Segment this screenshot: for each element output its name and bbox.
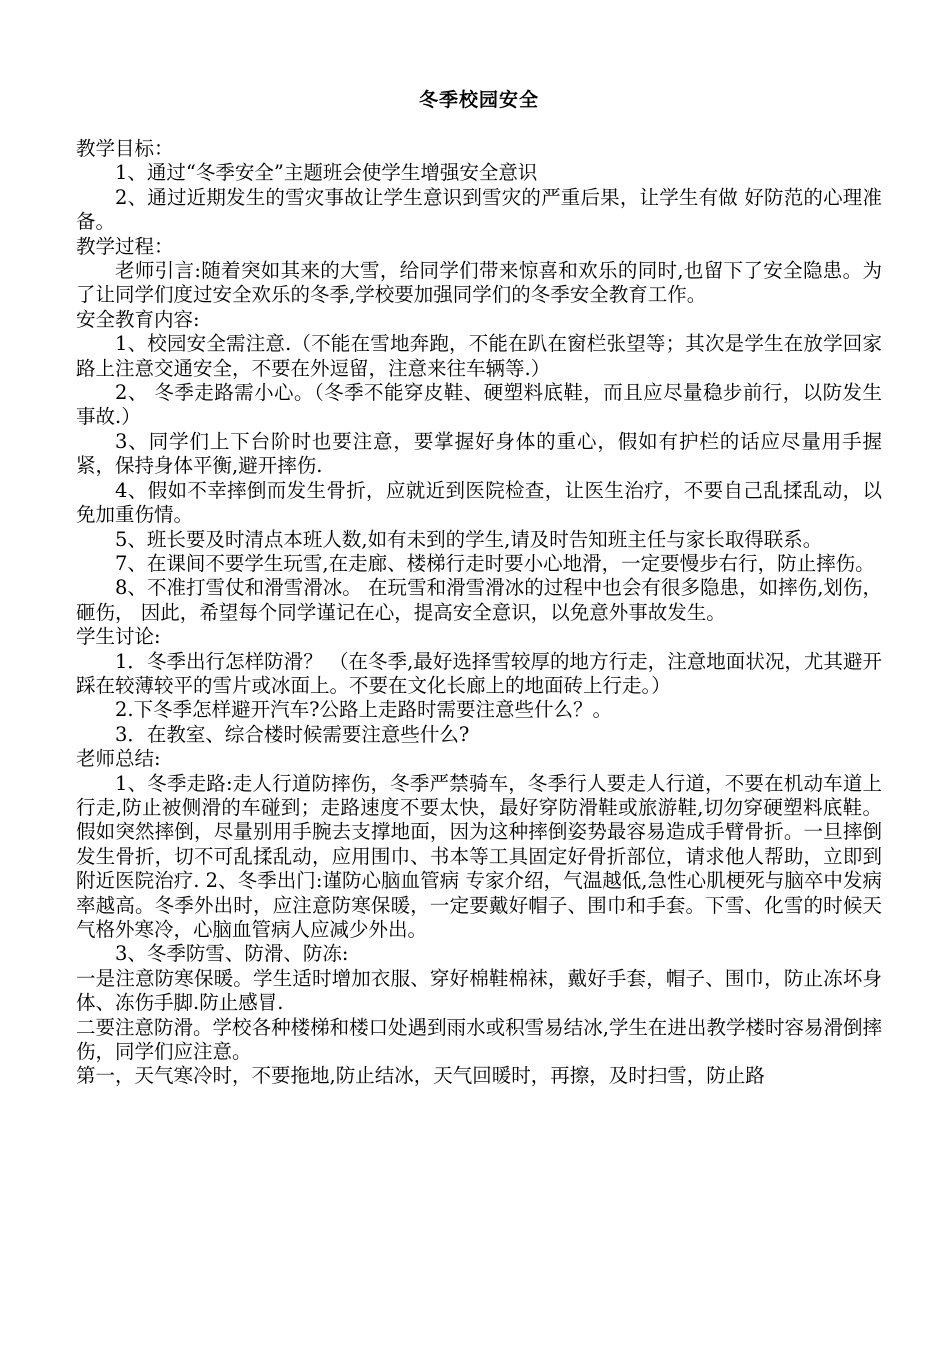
paragraph: 2、通过近期发生的雪灾事故让学生意识到雪灾的严重后果，让学生有做 好防范的心理准备。 <box>76 185 882 234</box>
paragraph: 2.下冬季怎样避开汽车?公路上走路时需要注意些什么？。 <box>115 698 613 722</box>
paragraph: 2、 冬季走路需小心。（冬季不能穿皮鞋、硬塑料底鞋，而且应尽量稳步前行，以防发生事故.） <box>76 381 882 429</box>
paragraph: 老师总结: <box>76 747 161 771</box>
document-title: 冬季校园安全 <box>418 89 539 111</box>
paragraph: 4、假如不幸摔倒而发生骨折，应就近到医院检查，让医生治疗，不要自己乱揉乱动，以免加重伤情。 <box>76 478 882 527</box>
paragraph: 安全教育内容: <box>76 307 200 331</box>
paragraph: 1、冬季走路:走人行道防摔伤，冬季严禁骑车，冬季行人要走人行道，不要在机动车道上行走,防止被侧滑的车碰到；走路速度不要太快，最好穿防滑鞋或旅游鞋,切勿穿硬塑料底鞋。假如突然摔倒，尽量别用手腕去支撑地面，因为这种摔倒姿势最容易造成手臂骨折。一旦摔倒发生骨折，切不可乱揉乱动，应用围巾、书本等工具固定好骨折部位，请求他人帮助，立即到附近医院治疗. 2、冬季出门:谨防心脑血管病 专家介绍，气温越低,急性心肌梗死与脑卒中发病率越高。冬季外出时，应注意防寒保暖，一定要戴好帽子、围巾和手套。下雪、化雪的时候天气格外寒冷，心脑血管病人应减少外出。 <box>76 771 882 941</box>
document-body <box>76 137 882 1089</box>
paragraph: 5、班长要及时清点本班人数,如有未到的学生,请及时告知班主任与家长取得联系。 <box>115 527 823 551</box>
paragraph: 教学过程： <box>76 234 174 258</box>
paragraph: 3．在教室、综合楼时候需要注意些什么? <box>115 722 470 746</box>
paragraph: 二要注意防滑。学校各种楼梯和楼口处遇到雨水或积雪易结冰,学生在进出教学楼时容易滑倒摔伤，同学们应注意。 <box>76 1015 882 1064</box>
paragraph: 1、通过“冬季安全”主题班会使学生增强安全意识 <box>115 161 538 185</box>
paragraph: 3、冬季防雪、防滑、防冻: <box>115 942 349 966</box>
paragraph: 8、不准打雪仗和滑雪滑冰。 在玩雪和滑雪滑冰的过程中也会有很多隐患，如摔伤,划伤，砸伤， 因此，希望每个同学谨记在心，提高安全意识，以免意外事故发生。 <box>76 576 882 624</box>
paragraph: 1．冬季出行怎样防滑？ （在冬季,最好选择雪较厚的地方行走，注意地面状况，尤其避开踩在较薄较平的雪片或冰面上。不要在文化长廊上的地面砖上行走。） <box>76 649 882 697</box>
paragraph: 第一，天气寒冷时，不要拖地,防止结冰，天气回暖时，再擦，及时扫雪，防止路 <box>76 1064 765 1088</box>
paragraph: 一是注意防寒保暖。学生适时增加衣服、穿好棉鞋棉袜，戴好手套，帽子、围巾，防止冻坏身体、冻伤手脚.防止感冒. <box>76 966 882 1015</box>
paragraph: 1、校园安全需注意.（不能在雪地奔跑，不能在趴在窗栏张望等；其次是学生在放学回家路上注意交通安全，不要在外逗留，注意来往车辆等.） <box>76 332 882 380</box>
paragraph: 教学目标： <box>76 137 174 160</box>
paragraph: 3、同学们上下台阶时也要注意，要掌握好身体的重心，假如有护栏的话应尽量用手握紧，保持身体平衡,避开摔伤. <box>76 429 882 478</box>
paragraph: 7、在课间不要学生玩雪,在走廊、楼梯行走时要小心地滑，一定要慢步右行，防止摔伤。 <box>115 551 875 575</box>
document-page <box>76 88 882 1089</box>
paragraph: 老师引言:随着突如其来的大雪，给同学们带来惊喜和欢乐的同时,也留下了安全隐患。为了让同学们度过安全欢乐的冬季,学校要加强同学们的冬季安全教育工作。 <box>76 259 882 307</box>
paragraph: 学生讨论: <box>76 625 161 649</box>
